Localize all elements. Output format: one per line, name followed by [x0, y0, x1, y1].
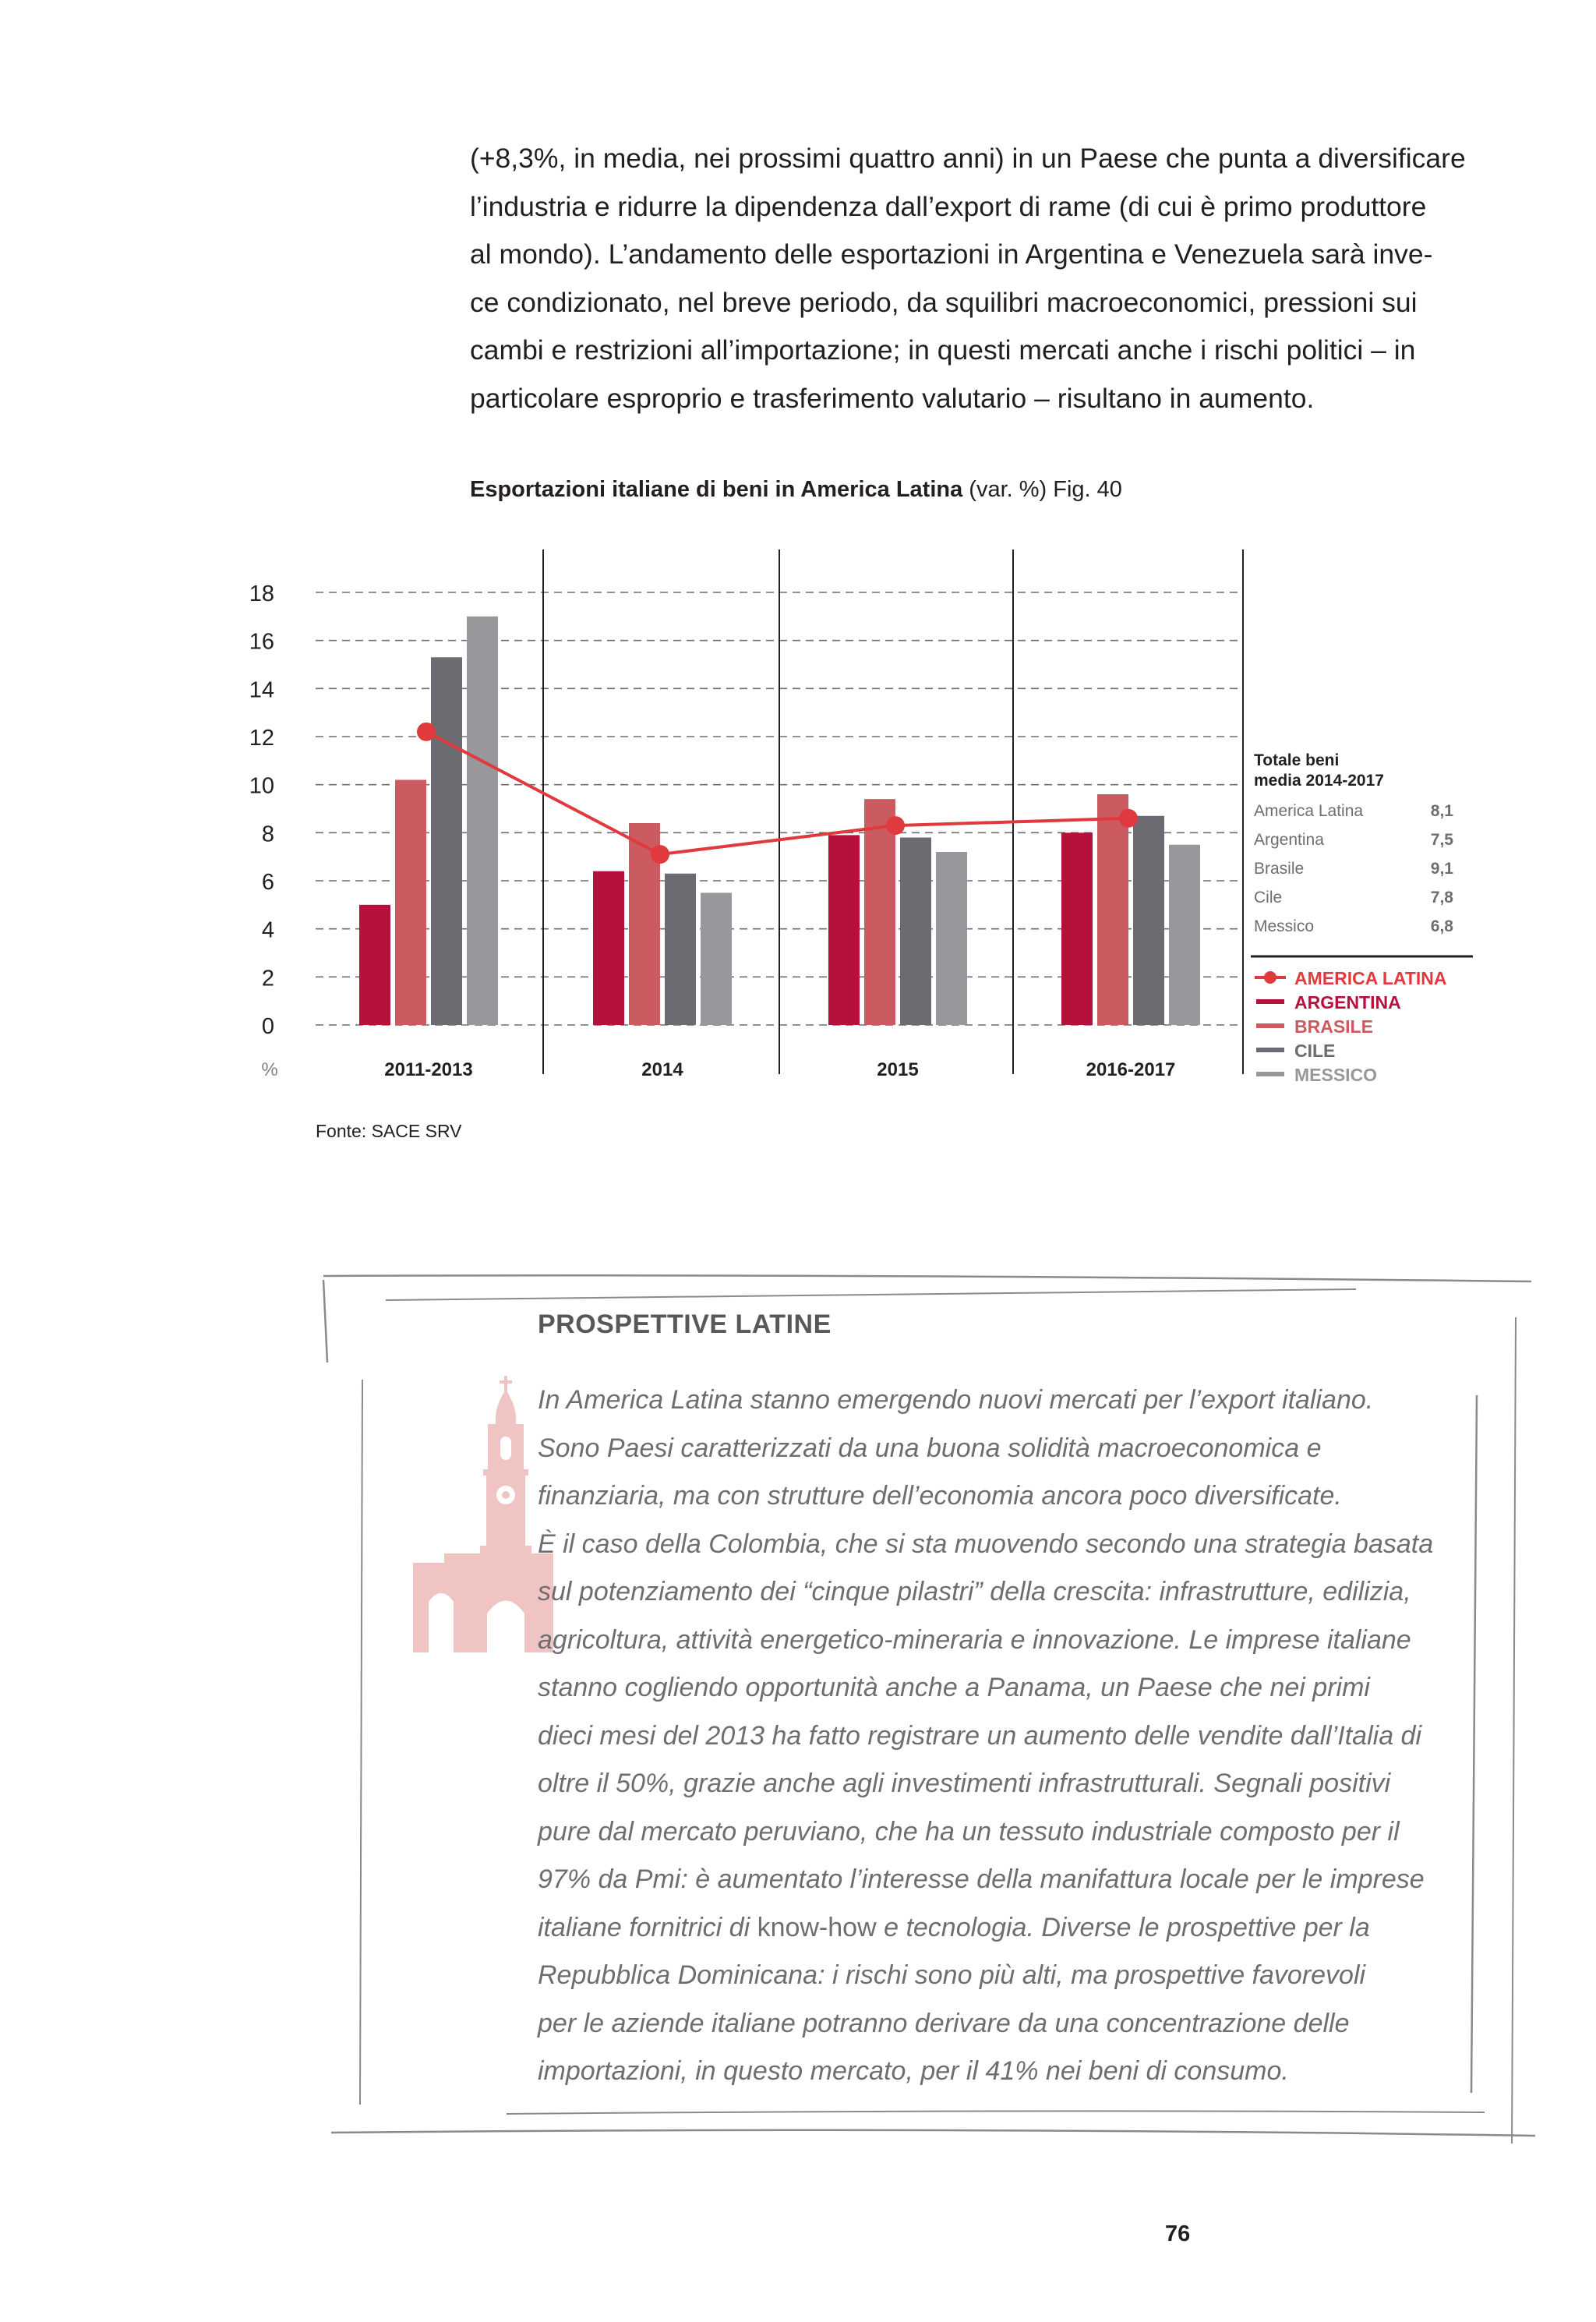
y-tick-label: 14 [249, 677, 274, 703]
box-line-part: italiane fornitrici di [538, 1912, 757, 1942]
bar-cile [665, 874, 696, 1025]
church-tower-icon [413, 1376, 553, 1652]
y-tick-label: 10 [249, 773, 274, 799]
box-line: agricoltura, attività energetico-mineraria e innovazione. Le imprese italiane [538, 1624, 1411, 1655]
box-line: finanziaria, ma con strutture dell’economia ancora poco diversificate. [538, 1481, 1342, 1511]
line-point [417, 723, 436, 741]
x-tick-label: 2016-2017 [1086, 1059, 1176, 1080]
table-row-label: Brasile [1254, 860, 1305, 878]
box-line: Sono Paesi caratterizzati da una buona solidità macroeconomica e [538, 1433, 1322, 1463]
figure-title-suffix: (var. %) Fig. 40 [962, 477, 1122, 502]
line-america-latina [426, 732, 1128, 854]
bar-cile [1133, 816, 1164, 1025]
table-row-label: Argentina [1254, 831, 1324, 849]
x-tick-label: 2011-2013 [384, 1059, 473, 1080]
x-tick-label: 2015 [877, 1059, 919, 1080]
table-row-label: Messico [1254, 917, 1315, 935]
bar-argentina [1061, 832, 1093, 1025]
box-line: pure dal mercato peruviano, che ha un tessuto industriale composto per il [538, 1816, 1400, 1847]
y-tick-label: 18 [249, 581, 274, 606]
intro-line: l’industria e ridurre la dipendenza dall’export di rame (di cui è primo produttore [470, 190, 1427, 222]
x-tick-label: 2014 [641, 1059, 683, 1080]
box-line: per le aziende italiane potranno derivare da una concentrazione delle [538, 2008, 1350, 2038]
line-point [651, 845, 669, 864]
box-line-part: e tecnologia. Diverse le prospettive per la [876, 1912, 1370, 1942]
bar-brasile [395, 780, 426, 1026]
intro-line: ce condizionato, nel breve periodo, da squilibri macroeconomici, pressioni sui [470, 286, 1418, 318]
bar-argentina [359, 905, 390, 1025]
figure-source: Fonte: SACE SRV [316, 1121, 462, 1141]
legend-label: MESSICO [1294, 1065, 1378, 1085]
y-tick-label: 12 [249, 726, 274, 751]
table-row-value: 6,8 [1430, 917, 1453, 935]
table-row-value: 7,8 [1430, 889, 1453, 907]
intro-line: cambi e restrizioni all’importazione; in questi mercati anche i rischi politici – in [470, 334, 1416, 366]
box-line: In America Latina stanno emergendo nuovi mercati per l’export italiano. [538, 1385, 1374, 1415]
table-title: Totale beni [1254, 751, 1340, 769]
bar-argentina [593, 871, 624, 1025]
legend-label: BRASILE [1294, 1016, 1373, 1037]
table-row-label: Cile [1254, 889, 1283, 907]
table-row-value: 8,1 [1430, 802, 1453, 820]
intro-line: al mondo). L’andamento delle esportazioni in Argentina e Venezuela sarà inve- [470, 239, 1433, 270]
box-title: PROSPETTIVE LATINE [538, 1309, 832, 1339]
table-row-label: America Latina [1254, 802, 1364, 820]
box-line: stanno cogliendo opportunità anche a Panama, un Paese che nei primi [538, 1673, 1370, 1702]
y-tick-label: 6 [261, 870, 274, 895]
box-line [538, 1904, 1457, 1953]
intro-line: particolare esproprio e trasferimento valutario – risultano in aumento. [470, 382, 1315, 414]
bar-cile [900, 838, 931, 1026]
box-line: importazioni, in questo mercato, per il 41% nei beni di consumo. [538, 2056, 1289, 2086]
y-unit-label: % [261, 1059, 278, 1080]
bar-argentina [828, 835, 860, 1025]
box-line: È il caso della Colombia, che si sta muovendo secondo una strategia basata [538, 1529, 1434, 1559]
table-row-value: 9,1 [1430, 860, 1453, 878]
y-tick-label: 8 [261, 822, 274, 847]
bar-messico [936, 852, 967, 1025]
bar-messico [701, 892, 732, 1025]
bar-messico [467, 617, 498, 1025]
box-line: Repubblica Dominicana: i rischi sono più alti, ma prospettive favorevoli [538, 1960, 1366, 1990]
page-number: 76 [1165, 2221, 1191, 2246]
y-tick-label: 2 [261, 966, 274, 991]
box-line: 97% da Pmi: è aumentato l’interesse della manifattura locale per le imprese [538, 1864, 1425, 1894]
bar-cile [431, 657, 462, 1025]
y-tick-label: 16 [249, 629, 274, 655]
bar-messico [1169, 845, 1200, 1025]
box-line: oltre il 50%, grazie anche agli investimenti infrastrutturali. Segnali positivi [538, 1769, 1391, 1798]
bar-brasile [1097, 794, 1128, 1025]
legend-swatch-point [1264, 971, 1276, 984]
figure-title-main: Esportazioni italiane di beni in America Latina [470, 477, 963, 502]
box-text [538, 1377, 1457, 2096]
intro-line: (+8,3%, in media, nei prossimi quattro anni) in un Paese che punta a diversificare [470, 143, 1466, 174]
legend-label: ARGENTINA [1294, 992, 1401, 1013]
box-line: sul potenziamento dei “cinque pilastri” della crescita: infrastrutture, edilizia, [538, 1577, 1411, 1606]
line-point [1119, 809, 1138, 828]
table-subtitle: media 2014-2017 [1254, 772, 1384, 790]
y-tick-label: 4 [261, 917, 274, 943]
y-tick-label: 0 [261, 1014, 274, 1039]
legend-label: AMERICA LATINA [1294, 968, 1447, 988]
table-row-value: 7,5 [1430, 831, 1453, 849]
line-point [886, 816, 905, 835]
box-line-term: know-how [757, 1912, 877, 1942]
legend-label: CILE [1294, 1041, 1336, 1061]
box-line: dieci mesi del 2013 ha fatto registrare un aumento delle vendite dall’Italia di [538, 1720, 1422, 1751]
